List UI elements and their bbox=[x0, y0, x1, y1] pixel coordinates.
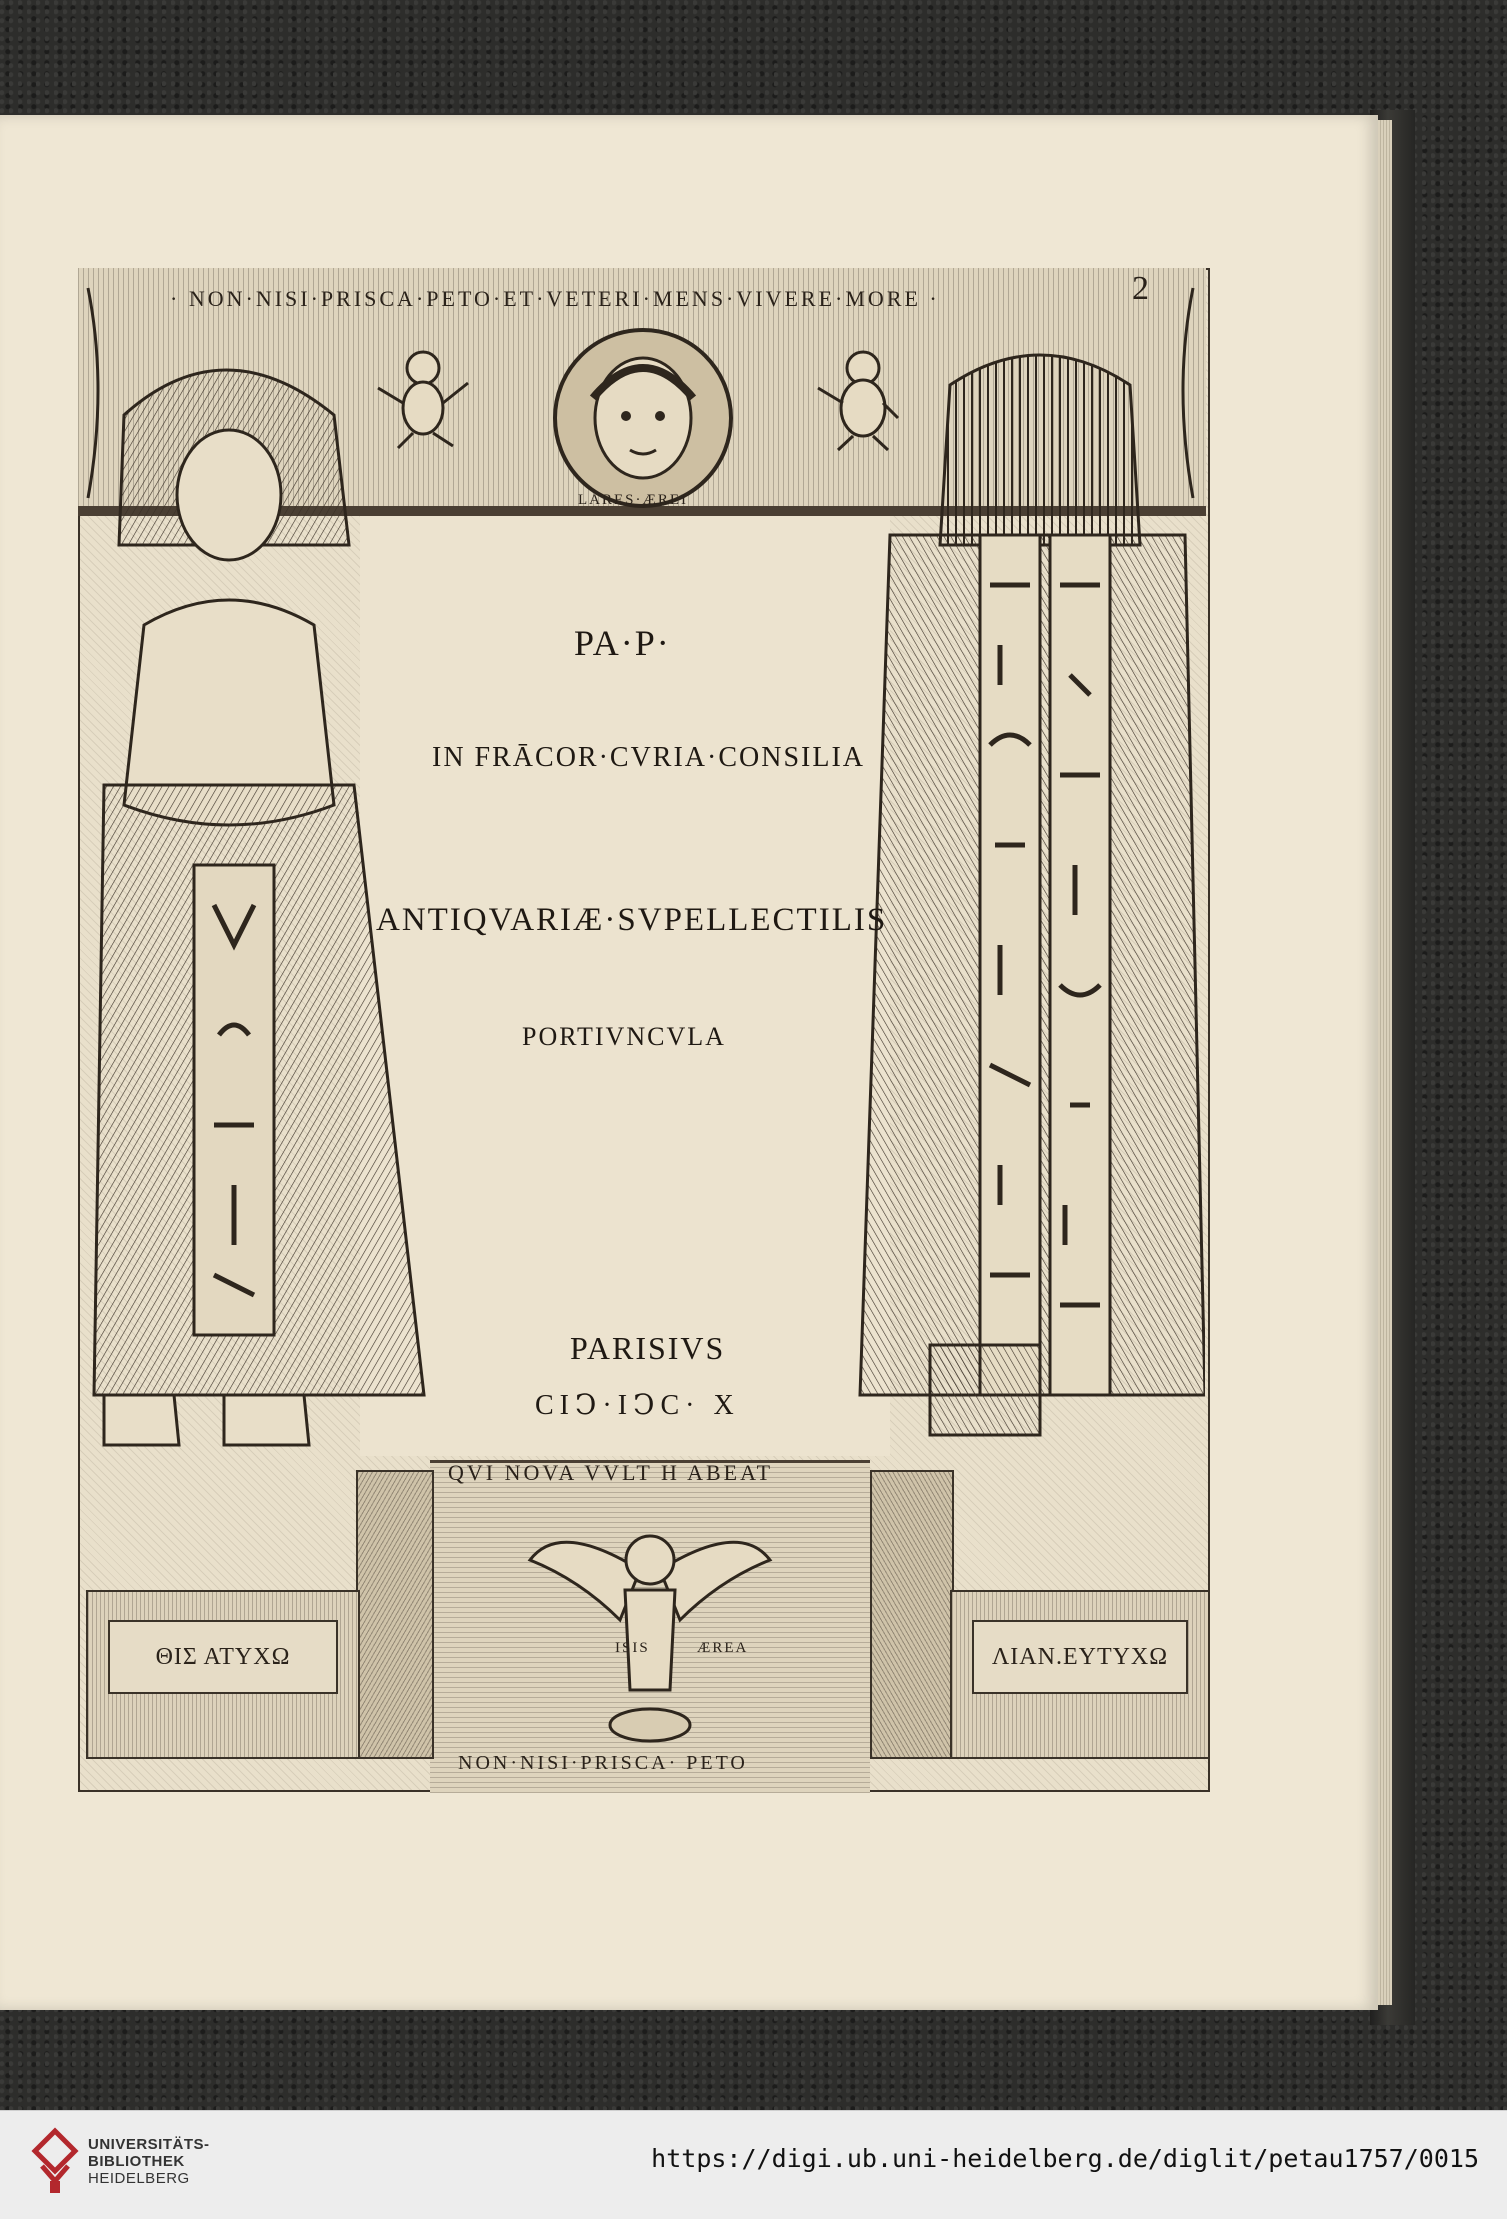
statue-right-svg bbox=[840, 345, 1205, 1455]
title-line-2: IN FRĀCOR·CVRIA·CONSILIA bbox=[432, 742, 866, 773]
institution-name bbox=[88, 2136, 210, 2187]
motto-top: · NON·NISI·PRISCA·PETO·ET·VETERI·MENS·VIVERE·MORE · bbox=[170, 286, 940, 311]
title-line-3: ANTIQVARIÆ·SVPELLECTILIS bbox=[376, 902, 888, 938]
title-line-1: PA·P· bbox=[574, 623, 671, 663]
institution-line-1: UNIVERSITÄTS- bbox=[88, 2136, 210, 2153]
motto-bottom: NON·NISI·PRISCA· PETO bbox=[458, 1752, 748, 1774]
feet-right bbox=[930, 1345, 1040, 1435]
medallion-eye-left bbox=[621, 411, 631, 421]
caption-isis: ISIS bbox=[615, 1640, 650, 1656]
caption-aerea: ÆREA bbox=[697, 1640, 749, 1656]
pedestal-right-inscription: ΛΙΑΝ.ΕΥΤΥΧΩ bbox=[972, 1620, 1188, 1694]
pedestal-left-inscription: ΘΙΣ ΑΤΥΧΩ bbox=[108, 1620, 338, 1694]
pedestal-right-side bbox=[870, 1470, 954, 1759]
page-edge bbox=[1378, 120, 1392, 2005]
pedestal-left-side bbox=[356, 1470, 434, 1759]
imprint-date: CIↃ·IↃC· X bbox=[535, 1390, 740, 1421]
institution-line-3: HEIDELBERG bbox=[88, 2170, 190, 2187]
hieroglyph-column-left bbox=[980, 535, 1040, 1395]
medallion-head bbox=[595, 358, 691, 478]
isis-head bbox=[626, 1536, 674, 1584]
pedestal-right bbox=[950, 1590, 1210, 1759]
feet-left bbox=[104, 1395, 309, 1445]
pedestal-left bbox=[86, 1590, 360, 1759]
winged-isis-figure bbox=[520, 1500, 780, 1760]
permalink-url[interactable]: https://digi.ub.uni-heidelberg.de/diglit/petau1757/0015 bbox=[651, 2144, 1479, 2173]
page-number: 2 bbox=[1132, 270, 1149, 307]
hieroglyph-column-right bbox=[1050, 535, 1110, 1395]
medallion-eye-right bbox=[655, 411, 665, 421]
title-line-4: PORTIVNCVLA bbox=[522, 1022, 726, 1051]
motto-middle: QVI NOVA VVLT H ABEAT bbox=[448, 1460, 774, 1485]
statue-left-svg bbox=[84, 345, 444, 1455]
headdress-right bbox=[940, 355, 1140, 545]
isis-base bbox=[610, 1709, 690, 1741]
institution-line-2: BIBLIOTHEK bbox=[88, 2153, 185, 2170]
university-logo-icon bbox=[30, 2126, 80, 2196]
wing-right bbox=[660, 1542, 770, 1620]
tablet-left bbox=[194, 865, 274, 1335]
wing-left bbox=[530, 1542, 640, 1620]
caption-lares: LARES·ÆREI bbox=[578, 492, 688, 508]
imprint-place: PARISIVS bbox=[570, 1330, 726, 1366]
face-left bbox=[177, 430, 281, 560]
